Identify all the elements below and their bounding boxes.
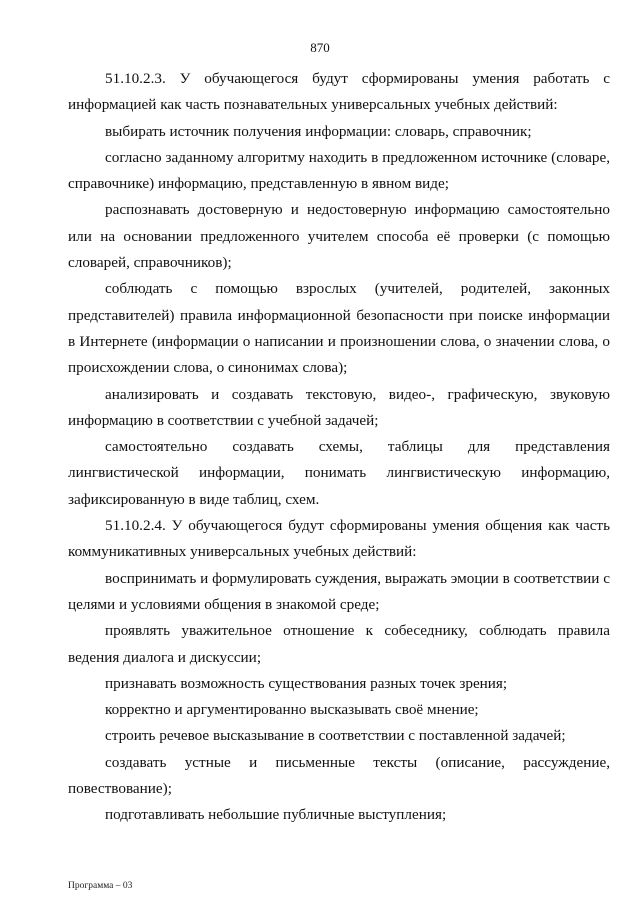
section-heading-51-10-2-4: 51.10.2.4. У обучающегося будут сформированы умения общения как часть коммуникативных универсальных учебных действий: xyxy=(68,517,610,561)
list-item: проявлять уважительное отношение к собеседнику, соблюдать правила ведения диалога и дискуссии; xyxy=(68,622,610,666)
list-item: подготавливать небольшие публичные выступления; xyxy=(105,806,447,824)
footer-program-label: Программа – 03 xyxy=(68,881,133,891)
document-body xyxy=(68,66,610,829)
page-number: 870 xyxy=(310,40,330,55)
list-item: соблюдать с помощью взрослых (учителей, родителей, законных представителей) правила информационной безопасности при поиске информации в Интернете (информации о написании и произношении слова, о значении слова, о происхождении слова, о синонимах слова); xyxy=(68,280,610,377)
list-item: самостоятельно создавать схемы, таблицы для представления лингвистической информации, понимать лингвистическую информацию, зафиксированную в виде таблиц, схем. xyxy=(68,438,610,508)
list-item: корректно и аргументированно высказывать своё мнение; xyxy=(105,701,479,719)
list-item: воспринимать и формулировать суждения, выражать эмоции в соответствии с целями и условиями общения в знакомой среде; xyxy=(68,569,610,613)
list-item: признавать возможность существования разных точек зрения; xyxy=(105,674,508,692)
list-item: анализировать и создавать текстовую, видео-, графическую, звуковую информацию в соответствии с учебной задачей; xyxy=(68,385,610,429)
list-item: выбирать источник получения информации: словарь, справочник; xyxy=(105,122,532,140)
list-item: распознавать достоверную и недостоверную информацию самостоятельно или на основании предложенного учителем способа её проверки (с помощью словарей, справочников); xyxy=(68,201,610,272)
list-item: строить речевое высказывание в соответствии с поставленной задачей; xyxy=(105,727,566,745)
section-heading-51-10-2-3: 51.10.2.3. У обучающегося будут сформированы умения работать с информацией как часть познавательных универсальных учебных действий: xyxy=(68,70,610,114)
list-item: создавать устные и письменные тексты (описание, рассуждение, повествование); xyxy=(68,753,610,798)
list-item: согласно заданному алгоритму находить в предложенном источнике (словаре, справочнике) информацию, представленную в явном виде; xyxy=(68,148,610,193)
